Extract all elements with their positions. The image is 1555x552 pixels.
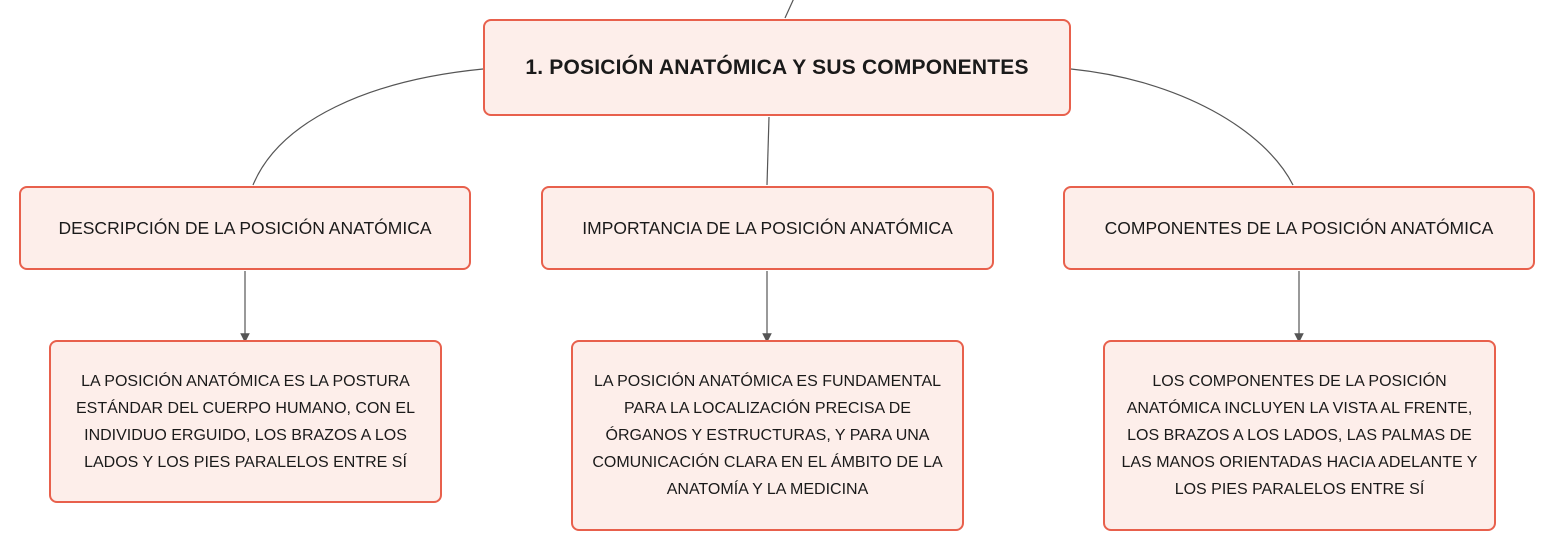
detail-importance-node[interactable]	[571, 340, 964, 531]
detail-importance-text: LA POSICIÓN ANATÓMICA ES FUNDAMENTAL PARA LA LOCALIZACIÓN PRECISA DE ÓRGANOS Y ESTRUCTURAS, Y PARA UNA COMUNICACIÓN CLARA EN EL ÁMBITO DE LA ANATOMÍA Y LA MEDICINA	[592, 373, 943, 498]
subtopic-components-label: COMPONENTES DE LA POSICIÓN ANATÓMICA	[1104, 217, 1494, 238]
connector-root-to-components	[1071, 69, 1293, 185]
detail-components-node[interactable]	[1103, 340, 1496, 531]
subtopic-components-node[interactable]	[1063, 186, 1535, 270]
connector-parent	[785, 0, 795, 18]
detail-description-node[interactable]	[49, 340, 442, 503]
detail-description-text: LA POSICIÓN ANATÓMICA ES LA POSTURA ESTÁNDAR DEL CUERPO HUMANO, CON EL INDIVIDUO ERGUIDO, LOS BRAZOS A LOS LADOS Y LOS PIES PARALELOS ENTRE SÍ	[75, 372, 415, 471]
detail-components-text: LOS COMPONENTES DE LA POSICIÓN ANATÓMICA INCLUYEN LA VISTA AL FRENTE, LOS BRAZOS A LOS LADOS, LAS PALMAS DE LAS MANOS ORIENTADAS HACIA ADELANTE Y LOS PIES PARALELOS ENTRE SÍ	[1121, 373, 1478, 498]
connector-root-to-description	[253, 69, 483, 185]
root-topic-label: 1. POSICIÓN ANATÓMICA Y SUS COMPONENTES	[525, 55, 1029, 79]
connector-root-to-importance	[767, 117, 769, 185]
root-topic-node[interactable]	[483, 19, 1071, 116]
subtopic-importance-label: IMPORTANCIA DE LA POSICIÓN ANATÓMICA	[582, 217, 953, 238]
subtopic-description-label: DESCRIPCIÓN DE LA POSICIÓN ANATÓMICA	[58, 217, 432, 238]
subtopic-importance-node[interactable]	[541, 186, 994, 270]
subtopic-description-node[interactable]	[19, 186, 471, 270]
